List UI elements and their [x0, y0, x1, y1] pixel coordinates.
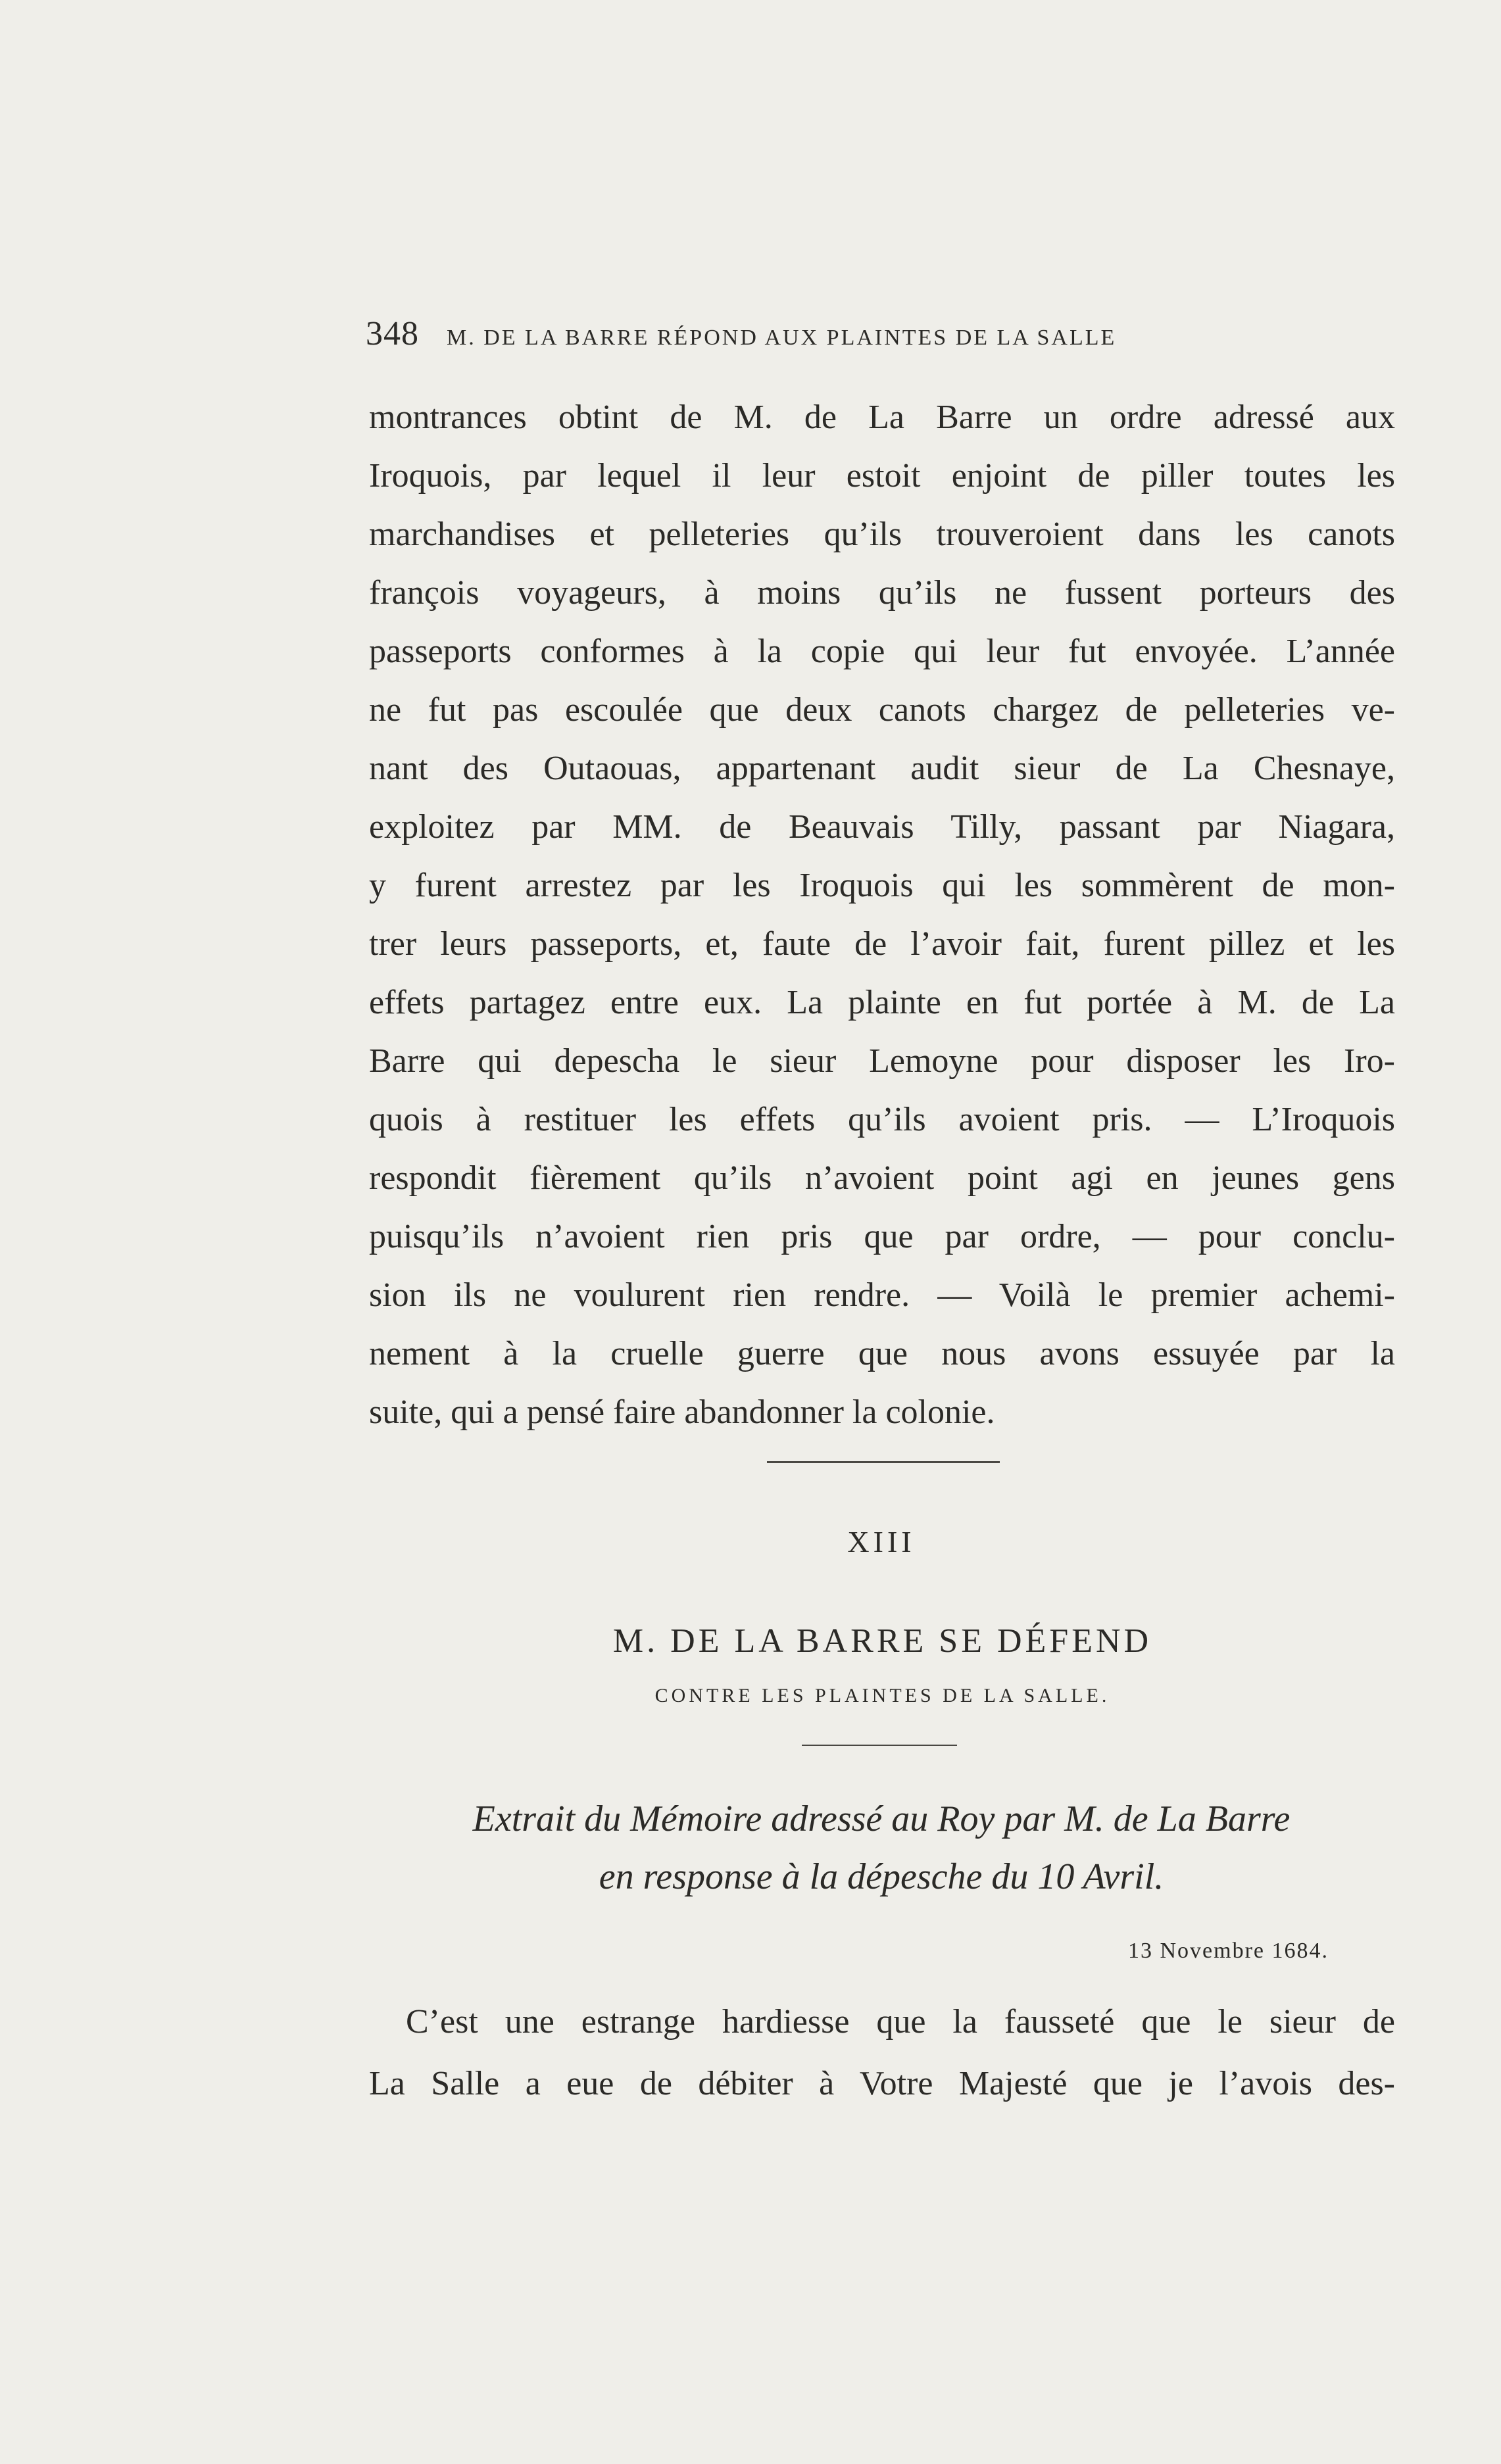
text-line: passeports conformes à la copie qui leur fut envoyée. L’année: [369, 633, 1395, 670]
section-subtitle: CONTRE LES PLAINTES DE LA SALLE.: [654, 1685, 1110, 1706]
body-paragraph-2: [369, 1991, 1395, 2115]
text-line: françois voyageurs, à moins qu’ils ne fussent porteurs des: [369, 574, 1395, 612]
text-line: marchandises et pelleteries qu’ils trouveroient dans les canots: [369, 516, 1395, 553]
text-line: trer leurs passeports, et, faute de l’avoir fait, furent pillez et les: [369, 925, 1395, 963]
text-line: exploitez par MM. de Beauvais Tilly, passant par Niagara,: [369, 808, 1395, 846]
page-header: [366, 314, 1287, 353]
text-line: quois à restituer les effets qu’ils avoient pris. — L’Iroquois: [369, 1101, 1395, 1138]
text-line: suite, qui a pensé faire abandonner la colonie.: [369, 1393, 995, 1431]
page-number: 348: [366, 315, 419, 352]
section-number: XIII: [847, 1525, 916, 1558]
text-line: montrances obtint de M. de La Barre un ordre adressé aux: [369, 399, 1395, 436]
text-line: ne fut pas escoulée que deux canots chargez de pelleteries ve-: [369, 691, 1395, 729]
text-line: y furent arrestez par les Iroquois qui les sommèrent de mon-: [369, 867, 1395, 904]
section-divider: [767, 1461, 1000, 1463]
text-line: C’est une estrange hardiesse que la fausseté que le sieur de: [406, 2003, 1395, 2041]
extract-heading: [366, 1790, 1397, 1906]
text-line: sion ils ne voulurent rien rendre. — Voilà le premier achemi-: [369, 1276, 1395, 1314]
body-paragraph: [369, 388, 1395, 1441]
extract-line: Extrait du Mémoire adressé au Roy par M. de La Barre: [472, 1799, 1291, 1839]
text-line: effets partagez entre eux. La plainte en fut portée à M. de La: [369, 984, 1395, 1021]
text-line: La Salle a eue de débiter à Votre Majesté que je l’avois des-: [369, 2065, 1395, 2102]
text-line: Barre qui depescha le sieur Lemoyne pour disposer les Iro-: [369, 1042, 1395, 1080]
document-date: 13 Novembre 1684.: [1127, 1939, 1329, 1963]
text-line: nant des Outaouas, appartenant audit sieur de La Chesnaye,: [369, 750, 1395, 787]
text-line: puisqu’ils n’avoient rien pris que par ordre, — pour conclu-: [369, 1218, 1395, 1255]
extract-line: en response à la dépesche du 10 Avril.: [599, 1856, 1164, 1897]
section-title: M. DE LA BARRE SE DÉFEND: [612, 1622, 1152, 1660]
running-head: M. DE LA BARRE RÉPOND AUX PLAINTES DE LA SALLE: [447, 326, 1117, 350]
text-line: Iroquois, par lequel il leur estoit enjoint de piller toutes les: [369, 457, 1395, 495]
title-divider: [802, 1745, 957, 1746]
text-line: nement à la cruelle guerre que nous avons essuyée par la: [369, 1335, 1395, 1372]
text-line: respondit fièrement qu’ils n’avoient point agi en jeunes gens: [369, 1159, 1395, 1197]
